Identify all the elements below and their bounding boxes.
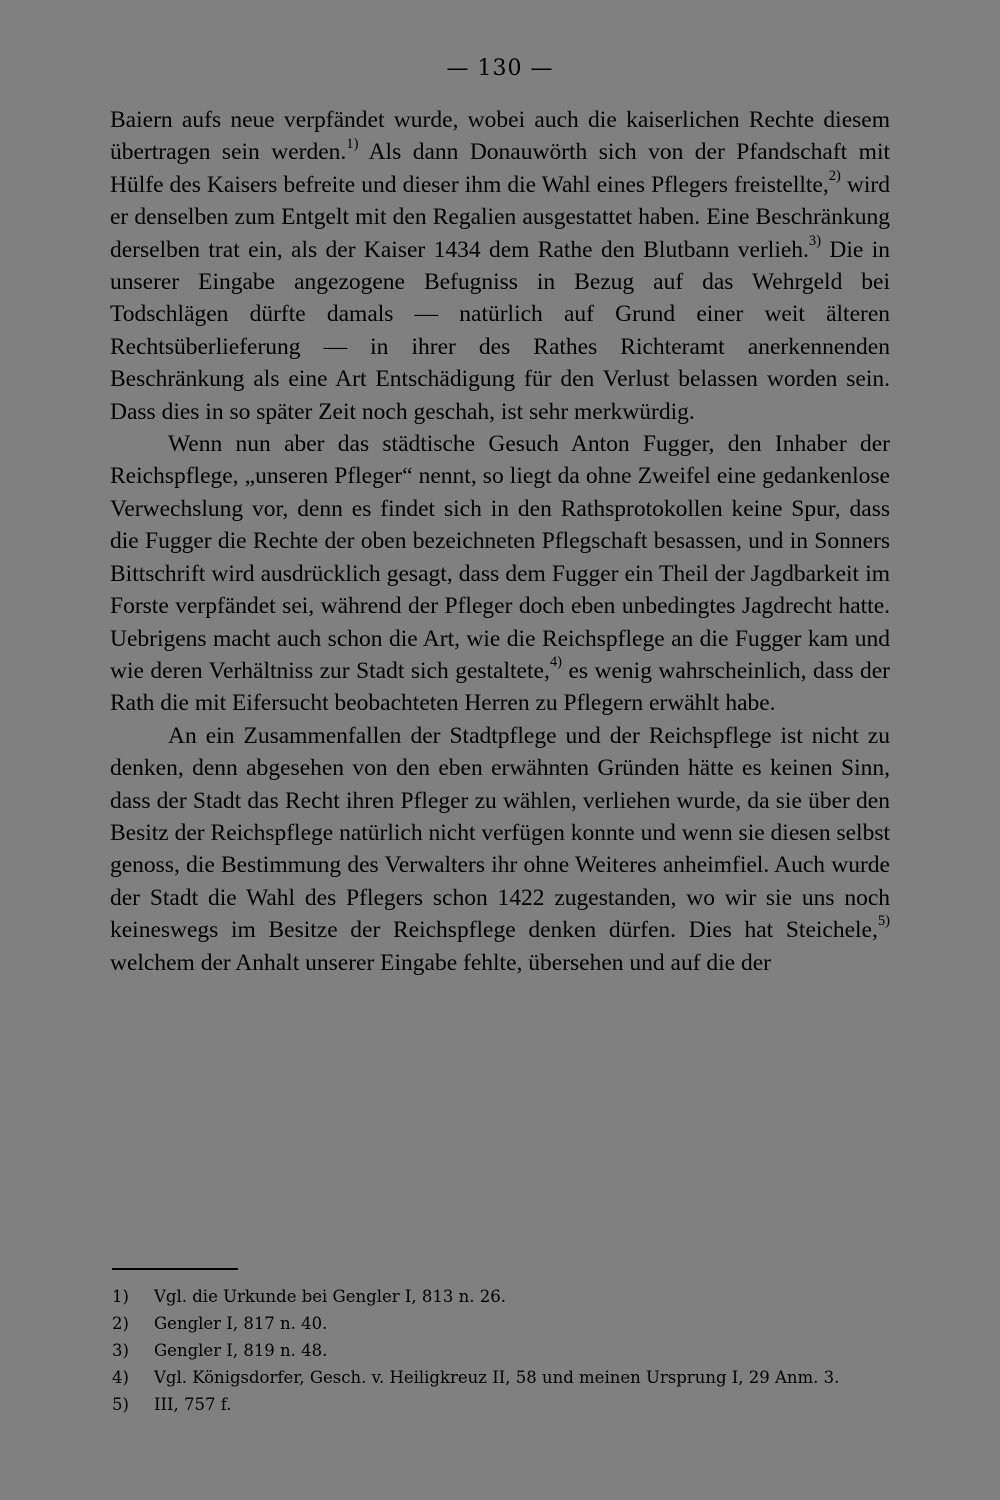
text-run: Wenn nun aber das städtische Gesuch Anton Fugger, den Inhaber der Reichspflege, „unseren Pfleger“ nennt, so liegt da ohne Zweifel eine gedankenlose Verwechslung vor, denn es findet sich in den Rathsprotokollen keine Spur, dass die Fugger die Rechte der oben bezeichneten Pflegschaft besassen, und in Sonners Bittschrift wird ausdrücklich gesagt, dass dem Fugger ein Theil der Jagdbarkeit im Forste verpfändet sei, während der Pfleger doch eben unbedingtes Jagdrecht hatte. Uebrigens macht auch schon die Art, wie die Reichspflege an die Fugger kam und wie deren Verhältniss zur Stadt sich gestaltete, (110, 431, 890, 684)
paragraph-3 (110, 720, 890, 979)
text-run: Baiern aufs neue verpfändet wurde, wobei auch die kaiserlichen Rechte diesem übertragen sein werden. (110, 107, 890, 166)
footnote-text: Vgl. die Urkunde bei Gengler I, 813 n. 26. (154, 1287, 506, 1306)
footnote-2 (112, 1310, 892, 1337)
footnote-separator (112, 1268, 238, 1270)
body-text (110, 104, 890, 979)
footnote-1 (112, 1283, 892, 1310)
footnote-mark: 4) (112, 1368, 129, 1387)
text-run: es wenig wahrscheinlich, dass der Rath die mit Eifersucht beobachteten Herren zu Pflegern erwählt habe. (110, 657, 891, 717)
footnote-ref-2: 2) (828, 168, 841, 185)
text-run: welchem der Anhalt unserer Eingabe fehlte, übersehen und auf die der (110, 949, 771, 976)
footnote-mark: 1) (112, 1287, 129, 1306)
footnote-text: Gengler I, 819 n. 48. (154, 1341, 328, 1360)
footnote-text: III, 757 f. (154, 1395, 232, 1414)
footnote-4 (112, 1364, 892, 1391)
footnote-3 (112, 1337, 892, 1364)
footnote-ref-4: 4) (549, 654, 562, 671)
text-run: wird er denselben zum Entgelt mit den Regalien ausgestattet haben. Eine Beschränkung derselben trat ein, als der Kaiser 1434 dem Rathe den Blutbann verlieh. (110, 171, 891, 263)
text-run: Die in unserer Eingabe angezogene Befugniss in Bezug auf das Wehrgeld bei Todschlägen dürfte damals — natürlich auf Grund einer weit älteren Rechtsüberlieferung — in ihrer des Rathes Richteramt anerkennenden Beschränkung als eine Art Entschädigung für den Verlust belassen worden sein. Dass dies in so später Zeit noch geschah, ist sehr merkwürdig. (110, 236, 890, 425)
footnote-mark: 2) (112, 1314, 129, 1333)
footnote-ref-5: 5) (877, 913, 890, 930)
footnote-text: Gengler I, 817 n. 40. (154, 1314, 328, 1333)
paragraph-1 (110, 104, 890, 428)
text-run: An ein Zusammenfallen der Stadtpflege und der Reichspflege ist nicht zu denken, denn abgesehen von den eben erwähnten Gründen hätte es keinen Sinn, dass der Stadt das Recht ihren Pfleger zu wählen, verliehen wurde, da sie über den Besitz der Reichspflege natürlich nicht verfügen konnte und wenn sie diesen selbst genoss, die Bestimmung des Verwalters ihr ohne Weiteres anheimfiel. Auch wurde der Stadt die Wahl des Pflegers schon 1422 zugestanden, wo wir sie uns noch keineswegs im Besitze der Reichspflege denken dürfen. Dies hat Steichele, (110, 722, 890, 944)
footnotes (112, 1283, 892, 1418)
text-run: Als dann Donauwörth sich von der Pfandschaft mit Hülfe des Kaisers befreite und dieser ihm die Wahl eines Pflegers freistellte, (110, 139, 890, 198)
footnote-ref-1: 1) (346, 135, 359, 152)
footnote-mark: 5) (112, 1395, 129, 1414)
paragraph-2 (110, 428, 890, 720)
footnote-5 (112, 1391, 892, 1418)
footnote-ref-3: 3) (808, 232, 822, 249)
footnote-mark: 3) (112, 1341, 129, 1360)
footnote-text: Vgl. Königsdorfer, Gesch. v. Heiligkreuz II, 58 und meinen Ursprung I, 29 Anm. 3. (154, 1368, 840, 1387)
page-number: — 130 — (446, 56, 554, 81)
